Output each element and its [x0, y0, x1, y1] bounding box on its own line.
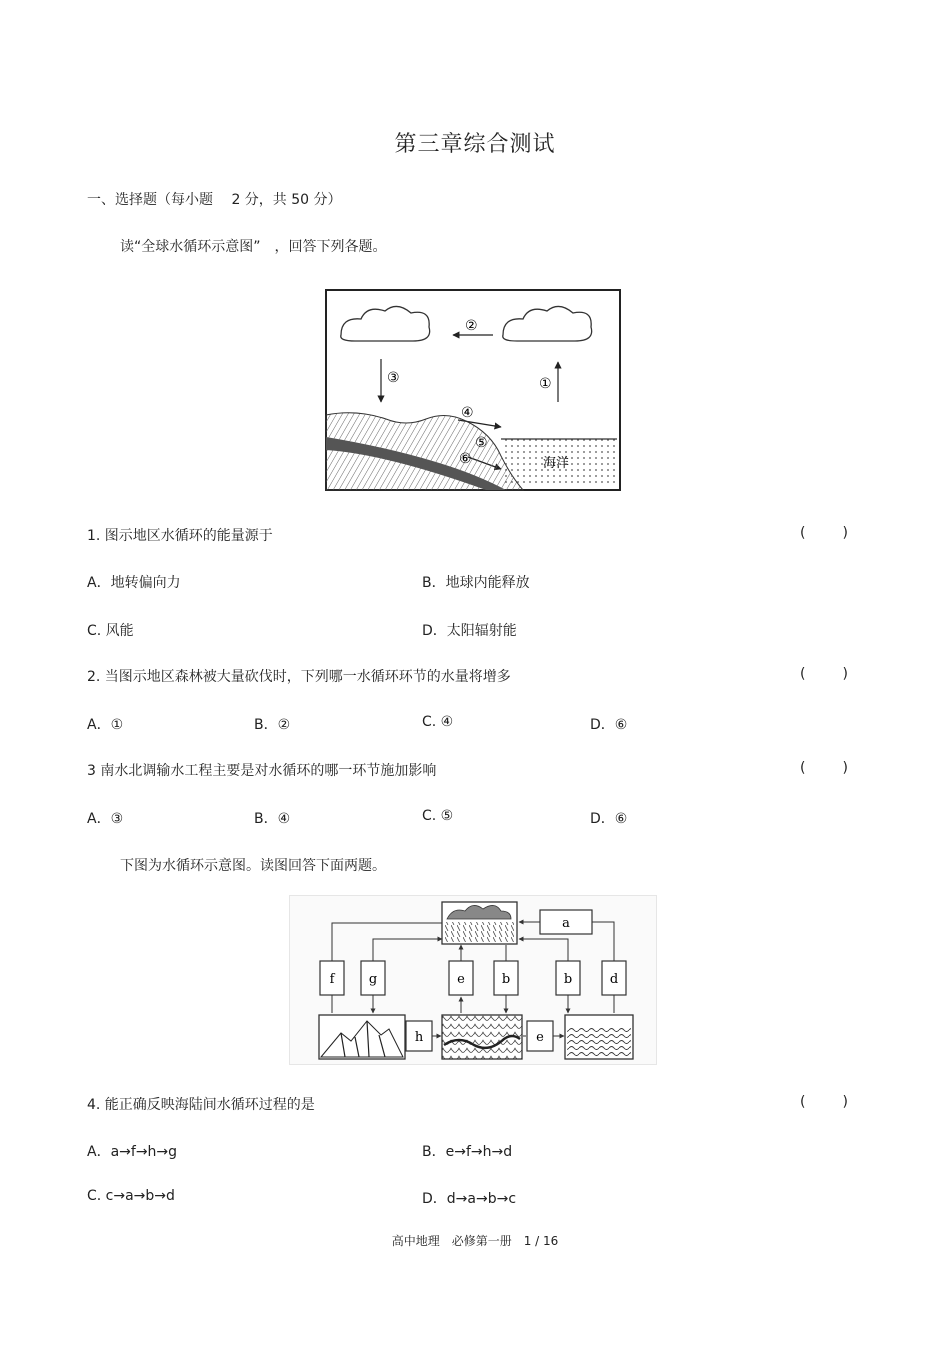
q2-option-c: C. ④ [422, 714, 454, 730]
water-cycle-figure-1 [323, 287, 623, 493]
q2-option-a: A．① [87, 717, 124, 733]
q4-option-a: A．a→f→h→g [87, 1144, 178, 1160]
intro-text-1: 读“全球水循环示意图” ，回答下列各题。 [120, 239, 387, 255]
q1-answer-paren: ( ) [800, 525, 848, 541]
q1-option-c: C. 风能 [87, 623, 134, 639]
q2-answer-paren: ( ) [800, 666, 848, 682]
label-5: ⑤ [475, 435, 488, 451]
q2-stem: 2. 当图示地区森林被大量砍伐时，下列哪一水循环环节的水量将增多 [87, 669, 511, 685]
q1-option-b: B．地球内能释放 [422, 575, 530, 591]
q4-option-d: D．d→a→b→c [422, 1191, 517, 1207]
q3-answer-paren: ( ) [800, 760, 848, 776]
label-1: ① [539, 376, 552, 392]
ocean-label: 海洋 [543, 456, 570, 471]
label-b-right: b [563, 972, 573, 987]
q4-stem: 4. 能正确反映海陆间水循环过程的是 [87, 1097, 315, 1113]
label-d: d [609, 972, 619, 987]
label-3: ③ [387, 370, 400, 386]
label-f: f [329, 972, 335, 987]
q2-option-b: B．② [254, 717, 291, 733]
q2-option-d: D．⑥ [590, 717, 628, 733]
page-footer: 高中地理 必修第一册 1 / 16 [391, 1234, 559, 1248]
q1-option-a: A．地转偏向力 [87, 575, 181, 591]
q3-option-a: A．③ [87, 811, 124, 827]
label-e-top: e [457, 972, 465, 987]
section-heading: 一、选择题（每小题 2 分，共 50 分） [87, 192, 342, 208]
label-6: ⑥ [459, 451, 472, 467]
water-cycle-figure-2 [289, 895, 657, 1065]
label-2: ② [465, 318, 478, 334]
label-h: h [414, 1030, 424, 1045]
q3-stem: 3 南水北调输水工程主要是对水循环的哪一环节施加影响 [87, 763, 437, 779]
label-4: ④ [461, 405, 474, 421]
q4-option-b: B．e→f→h→d [422, 1144, 513, 1160]
label-g: g [368, 972, 378, 987]
q4-option-c: C. c→a→b→d [87, 1188, 175, 1204]
q1-option-d: D．太阳辐射能 [422, 623, 517, 639]
q3-option-b: B．④ [254, 811, 291, 827]
q3-option-d: D．⑥ [590, 811, 628, 827]
q1-stem: 1. 图示地区水循环的能量源于 [87, 528, 273, 544]
label-e-bottom: e [536, 1030, 544, 1045]
intro-text-2: 下图为水循环示意图。读图回答下面两题。 [120, 858, 386, 874]
page-title: 第三章综合测试 [394, 132, 556, 157]
q4-answer-paren: ( ) [800, 1094, 848, 1110]
label-a: a [562, 916, 570, 931]
q3-option-c: C. ⑤ [422, 808, 454, 824]
label-b-mid: b [501, 972, 511, 987]
